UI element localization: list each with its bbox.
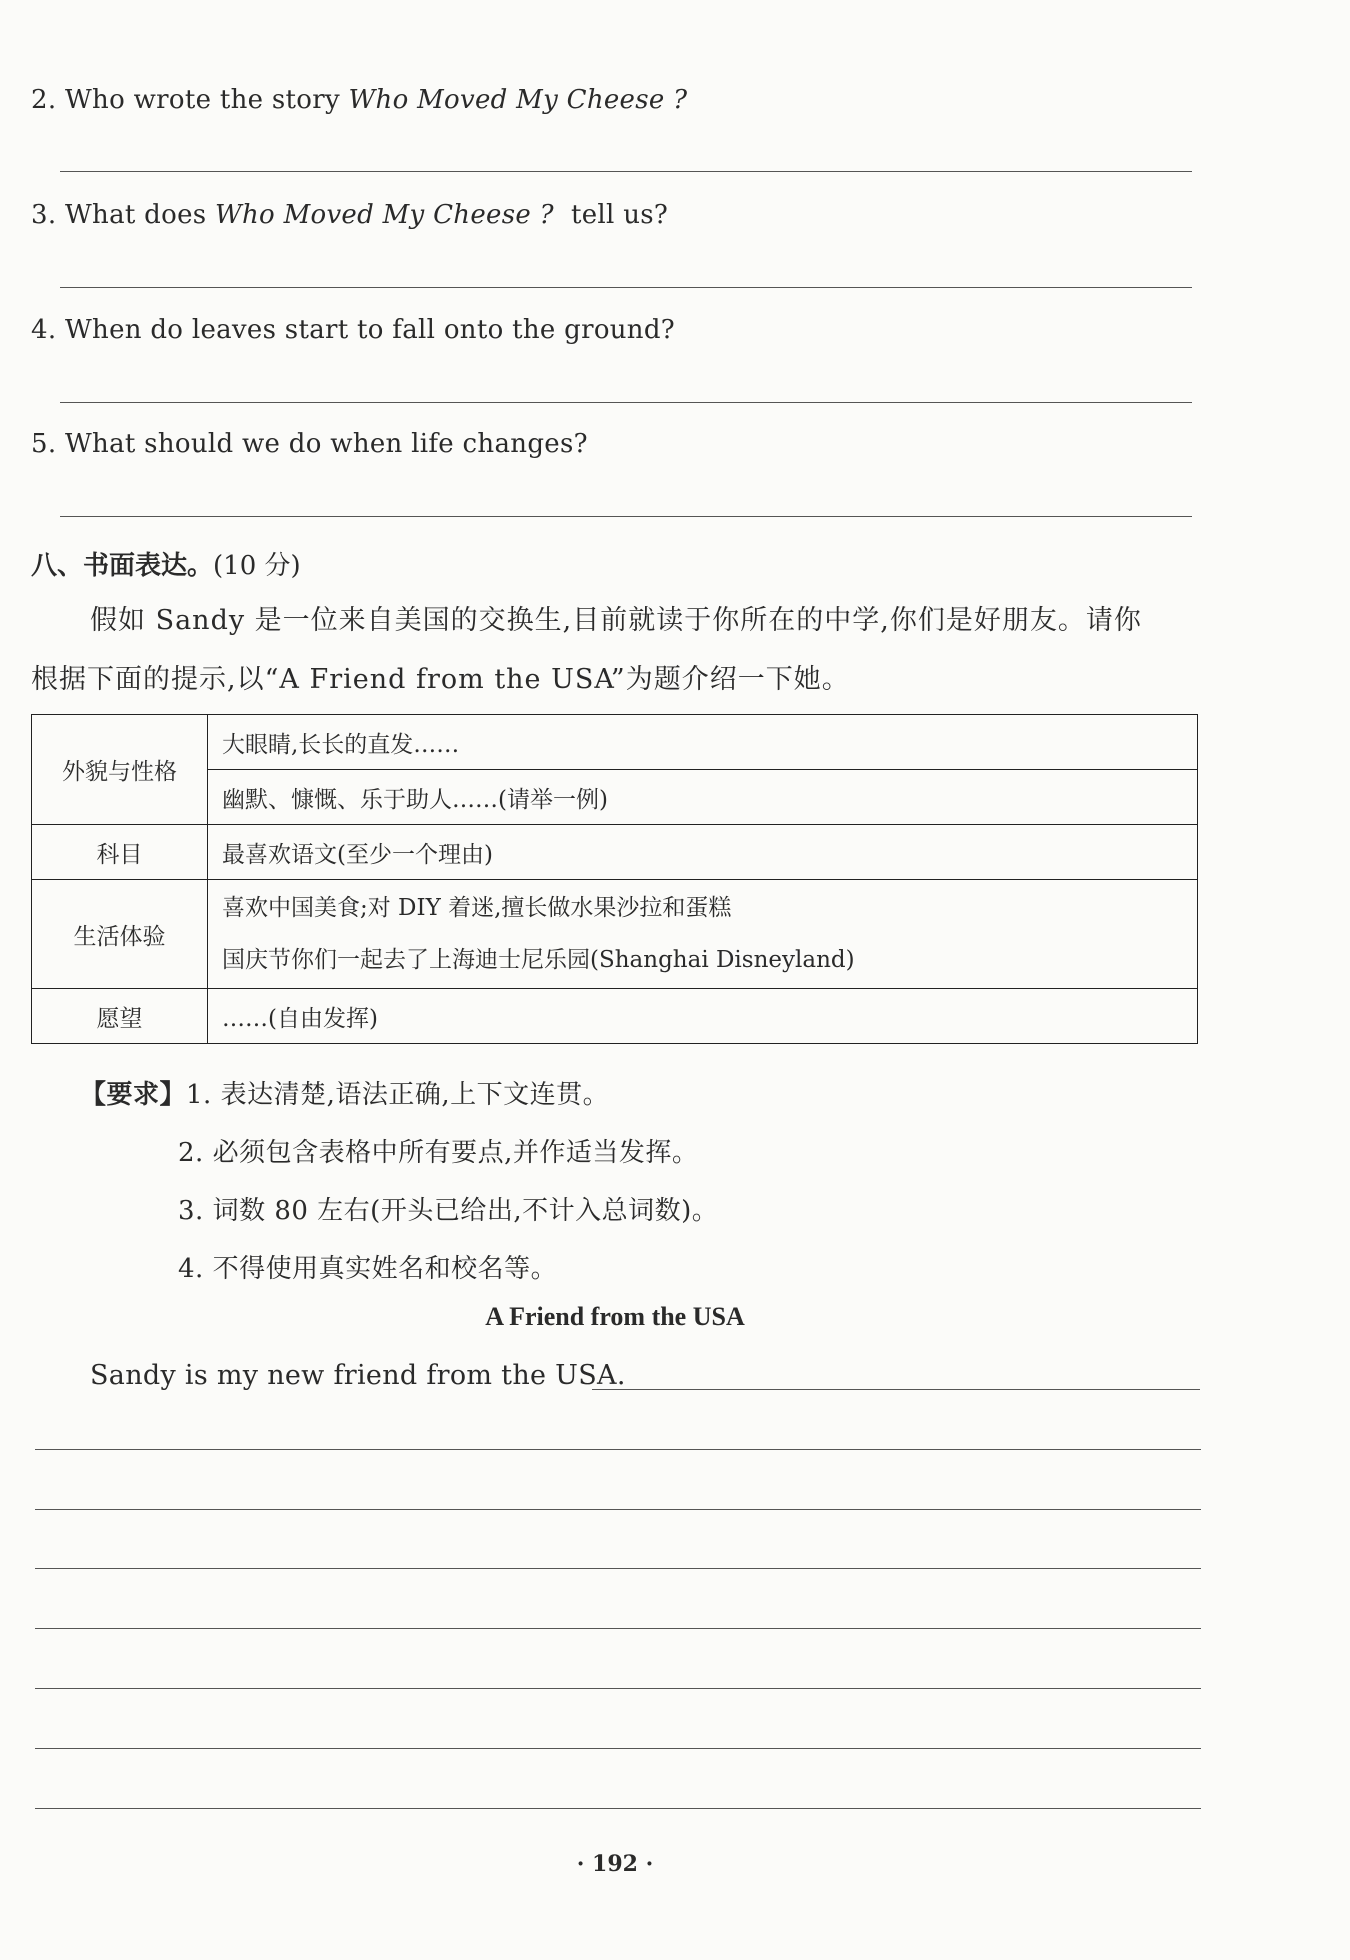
table-cell: 幽默、慷慨、乐于助人……(请举一例) [208,770,1198,825]
table-cell: 大眼睛,长长的直发…… [208,715,1198,770]
table-category-subject: 科目 [32,825,208,880]
writing-line[interactable] [35,1509,1201,1510]
writing-line[interactable] [592,1389,1200,1390]
table-cell: ……(自由发挥) [208,989,1198,1044]
question-text: What should we do when life changes? [65,429,588,459]
requirement-2: 2. 必须包含表格中所有要点,并作适当发挥。 [178,1138,699,1168]
question-3 [31,200,668,230]
answer-line[interactable] [60,516,1192,517]
section-heading [31,545,301,582]
answer-line[interactable] [60,171,1192,172]
requirement-1 [80,1074,609,1111]
table-cell: 最喜欢语文(至少一个理由) [208,825,1198,880]
question-text: When do leaves start to fall onto the ground? [65,315,676,345]
table-row [32,715,1198,770]
requirements-label: 【要求】 [80,1080,187,1110]
essay-opening: Sandy is my new friend from the USA. [90,1360,626,1391]
writing-line[interactable] [35,1688,1201,1689]
question-4 [31,315,675,345]
intro-paragraph-line-2: 根据下面的提示,以“A Friend from the USA”为题介绍一下她。 [31,664,850,695]
book-title: Who Moved My Cheese ? [348,85,688,115]
requirement-3: 3. 词数 80 左右(开头已给出,不计入总词数)。 [178,1196,719,1226]
question-text: Who wrote the story [65,85,349,115]
question-number: 3. [31,200,57,230]
table-category-life: 生活体验 [32,880,208,989]
intro-paragraph-line-1: 假如 Sandy 是一位来自美国的交换生,目前就读于你所在的中学,你们是好朋友。请你 [90,605,1142,636]
table-cell [208,880,1198,989]
table-cell-line: 国庆节你们一起去了上海迪士尼乐园(Shanghai Disneyland) [222,947,855,973]
table-row [32,825,1198,880]
section-score: (10 分) [213,551,301,581]
question-5 [31,429,588,459]
question-text-end: tell us? [553,200,669,230]
requirement-text: 1. 表达清楚,语法正确,上下文连贯。 [186,1080,610,1110]
question-text: What does [65,200,215,230]
answer-line[interactable] [60,402,1192,403]
writing-line[interactable] [35,1449,1201,1450]
writing-line[interactable] [35,1628,1201,1629]
table-cell-line: 喜欢中国美食;对 DIY 着迷,擅长做水果沙拉和蛋糕 [222,895,732,921]
section-heading-text: 八、书面表达。 [31,551,214,581]
writing-line[interactable] [35,1568,1201,1569]
requirement-4: 4. 不得使用真实姓名和校名等。 [178,1254,558,1284]
prompt-table [31,714,1198,1044]
answer-line[interactable] [60,287,1192,288]
page-number: · 192 · [576,1851,654,1877]
table-row [32,989,1198,1044]
book-title: Who Moved My Cheese ? [214,200,554,230]
writing-line[interactable] [35,1748,1201,1749]
question-2 [31,85,687,115]
question-number: 5. [31,429,57,459]
essay-title: A Friend from the USA [485,1302,745,1331]
question-number: 2. [31,85,57,115]
table-category-appearance: 外貌与性格 [32,715,208,825]
table-category-wish: 愿望 [32,989,208,1044]
writing-line[interactable] [35,1808,1201,1809]
table-row [32,880,1198,989]
question-number: 4. [31,315,57,345]
